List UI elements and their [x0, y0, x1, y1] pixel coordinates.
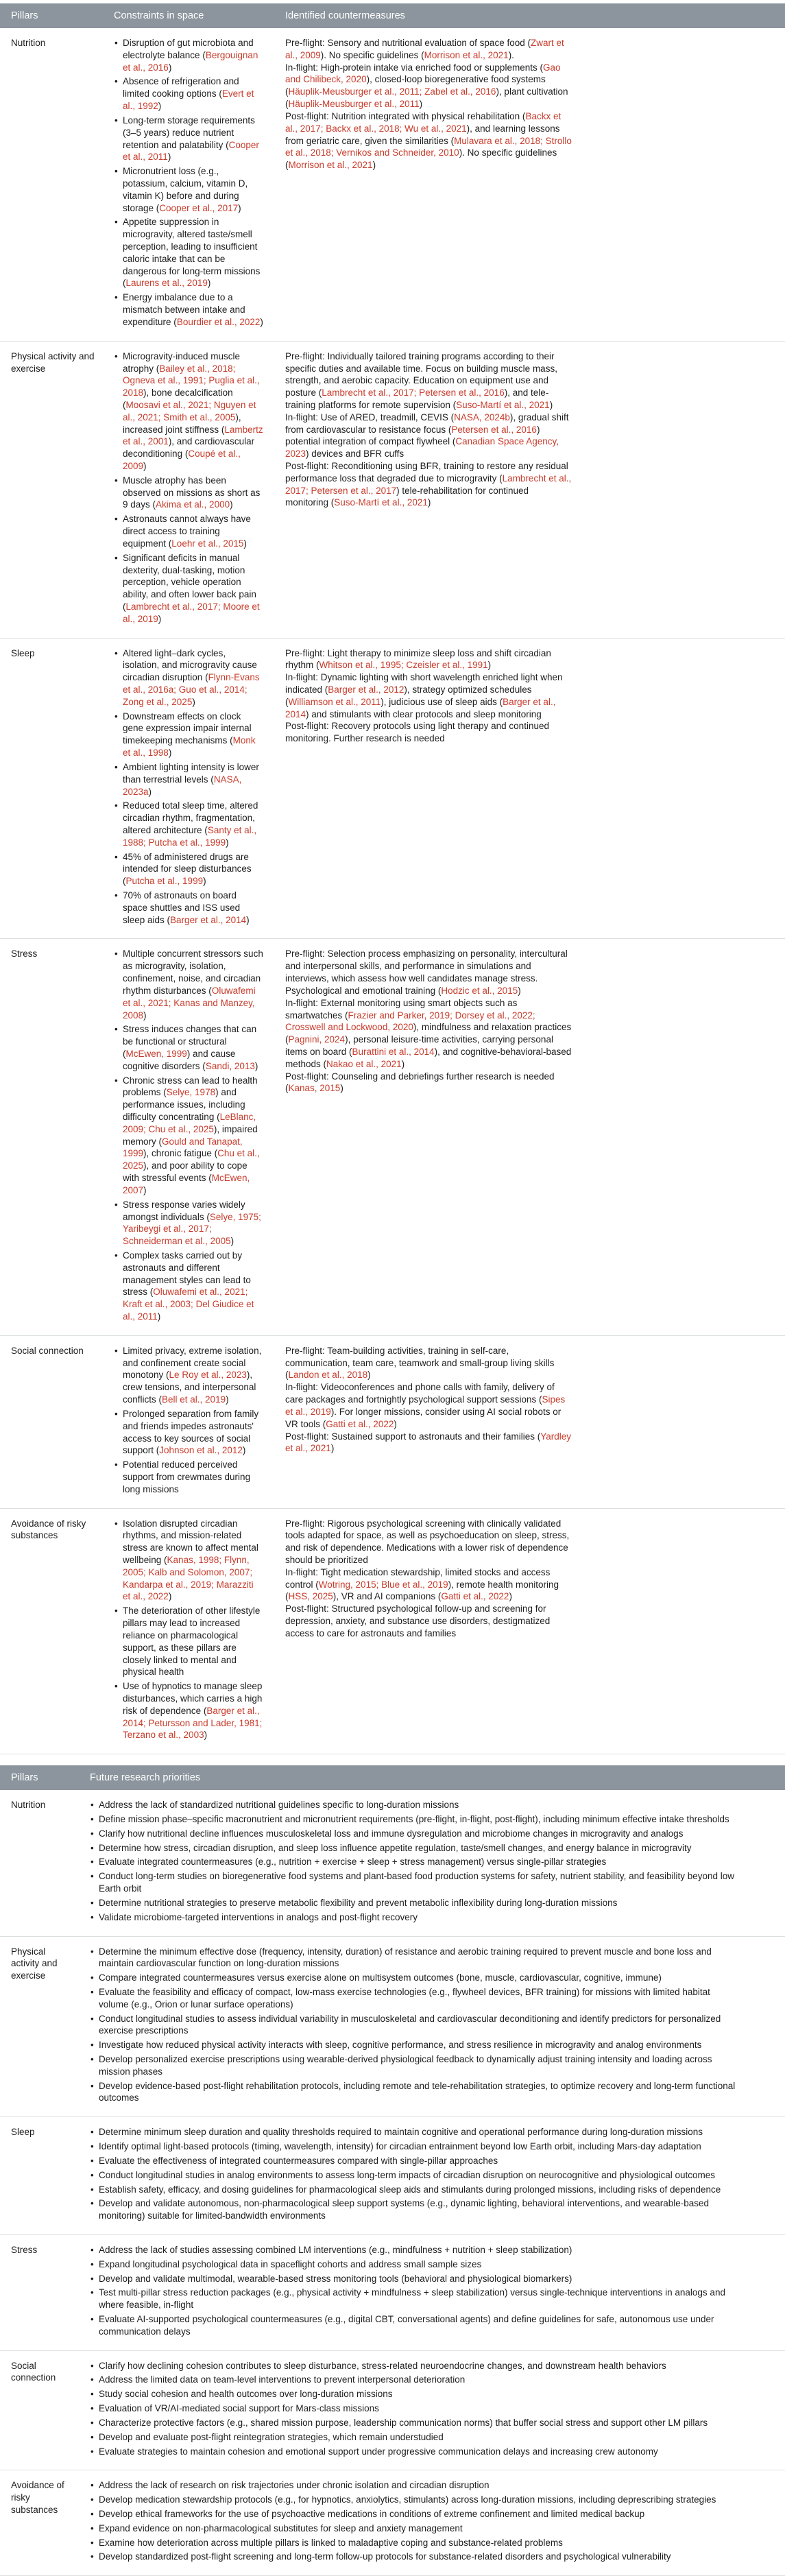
citation-link[interactable]: Gould and Tanapat, 1999 — [123, 1136, 243, 1159]
priorities-list — [90, 2360, 737, 2458]
citation-link[interactable]: Johnson et al., 2012 — [159, 1445, 243, 1456]
pillar-cell — [0, 2470, 79, 2576]
priority-item: • Identify optimal light-based protocols (timing, wavelength, intensity) for circadian entrainment beyond low Earth orbit, including Mars-day adaptation — [90, 2140, 737, 2153]
citation-link[interactable]: Monk et al., 1998 — [123, 735, 256, 759]
countermeasures-text — [285, 647, 573, 746]
column-header-priorities: Future research priorities — [79, 1765, 785, 1790]
constraint-item: • Multiple concurrent stressors such as microgravity, isolation, confinement, noise, and circadian rhythm disturbances (Oluwafemi et al., 2021; Kanas and Manzey, 2008) — [114, 948, 263, 1021]
citation-link[interactable]: Zwart et al., 2009 — [285, 38, 564, 60]
priority-item: • Address the limited data on team-level interventions to prevent interpersonal deterioration — [90, 2374, 737, 2386]
countermeasure-paragraph: Pre-flight: Sensory and nutritional evaluation of space food (Zwart et al., 2009). No specific guidelines (Morrison et al., 2021). — [285, 38, 564, 60]
constraint-item: • Chronic stress can lead to health problems (Selye, 1978) and performance issues, including difficulty concentrating (LeBlanc, 2009; Chu et al., 2025), impaired memory (Gould and Tanapat, 1999), chronic fatigue (Chu et al., 2025), and poor ability to cope with stressful events (McEwen, 2007) — [114, 1075, 263, 1197]
pillar-label: Nutrition — [11, 1800, 46, 1811]
priority-item: • Characterize protective factors (e.g., shared mission purpose, leadership communication norms) that buffer social stress and support other LM pillars — [90, 2417, 737, 2429]
citation-link[interactable]: Burattini et al., 2014 — [352, 1046, 435, 1057]
citation-link[interactable]: Nakao et al., 2021 — [326, 1058, 402, 1069]
citation-link[interactable]: Lambrecht et al., 2017; Moore et al., 2019 — [123, 601, 260, 624]
pillar-label: Avoidance of risky substances — [11, 1518, 86, 1541]
priority-item: • Clarify how declining cohesion contributes to sleep disturbance, stress-related neuroendocrine changes, and downstream health behaviors — [90, 2360, 737, 2372]
priority-item: • Develop medication stewardship protocols (e.g., for hypnotics, anxiolytics, stimulants) across long-duration missions, including deprescribing strategies — [90, 2494, 737, 2506]
constraints-list — [114, 948, 263, 1322]
citation-link[interactable]: Wotring, 2015; Blue et al., 2019 — [318, 1579, 448, 1590]
priorities-list — [90, 1799, 737, 1923]
countermeasure-paragraph: In-flight: Dynamic lighting with short wavelength enriched light when indicated (Barger et al., 2012), strategy optimized schedules (Williamson et al., 2011), judicious use of sleep aids (Barger et al., 2014) and stimulants with clear protocols and sleep monitoring — [285, 672, 563, 719]
phase-label: In-flight: — [285, 672, 319, 683]
pillar-label: Physical activity and exercise — [11, 350, 95, 374]
citation-link[interactable]: Oluwafemi et al., 2021; Kraft et al., 2003; Del Giudice et al., 2011 — [123, 1287, 254, 1322]
phase-label: Post-flight: — [285, 461, 329, 471]
constraints-cell — [103, 1335, 274, 1508]
pillar-label: Social connection — [11, 1345, 84, 1356]
priority-item: • Address the lack of studies assessing combined LM interventions (e.g., mindfulness + nutrition + sleep stabilization) — [90, 2244, 737, 2256]
pillar-cell — [0, 939, 103, 1335]
column-header-pillars: Pillars — [0, 1765, 79, 1790]
citation-link[interactable]: Williamson et al., 2011 — [288, 696, 381, 707]
pillar-cell — [0, 1335, 103, 1508]
phase-label: In-flight: — [285, 62, 319, 73]
phase-label: In-flight: — [285, 1382, 319, 1393]
priority-item: • Determine nutritional strategies to preserve metabolic flexibility and prevent metabolic inflexibility during long-duration missions — [90, 1897, 737, 1909]
future-research-table-row — [0, 2117, 785, 2235]
pillar-cell — [0, 28, 103, 341]
citation-link[interactable]: Kanas, 2015 — [288, 1083, 341, 1094]
pillar-cell — [0, 2350, 79, 2470]
priority-item: • Evaluate the effectiveness of integrated countermeasures compared with single-pillar approaches — [90, 2155, 737, 2167]
citation-link[interactable]: Whitson et al., 1995; Czeisler et al., 1991 — [319, 660, 488, 671]
constraints-cell — [103, 1508, 274, 1754]
countermeasure-paragraph: In-flight: Tight medication stewardship, limited stocks and access control (Wotring, 2015; Blue et al., 2019), remote health monitoring (HSS, 2025), VR and AI companions (Gatti et al., 2022) — [285, 1566, 559, 1602]
countermeasures-table-row — [0, 1508, 785, 1754]
countermeasure-paragraph: Pre-flight: Individually tailored training programs according to their specific duties and available time. Focus on building muscle mass, strength, and aerobic capacity. Education on equipment use and posture (Lambrecht et al., 2017; Petersen et al., 2016), and tele-training platforms for remote supervision (Suso-Martí et al., 2021) — [285, 350, 557, 410]
countermeasures-text — [285, 37, 573, 171]
countermeasures-text — [285, 1518, 573, 1640]
citation-link[interactable]: Morrison et al., 2021 — [288, 160, 373, 171]
priority-item: • Conduct longitudinal studies to assess individual variability in musculoskeletal and cardiovascular deconditioning and identify predictors for personalized exercise prescriptions — [90, 2013, 737, 2038]
citation-link[interactable]: Cooper et al., 2017 — [159, 202, 239, 213]
countermeasure-paragraph: Post-flight: Sustained support to astronauts and their families (Yardley et al., 2021) — [285, 1431, 571, 1454]
citation-link[interactable]: McEwen, 2007 — [123, 1173, 250, 1195]
citation-link[interactable]: Häuplik-Meusburger et al., 2011 — [288, 99, 420, 110]
citation-link[interactable]: Coupé et al., 2009 — [123, 449, 241, 471]
citation-link[interactable]: Chu et al., 2025 — [123, 1148, 260, 1171]
priority-item: • Evaluation of VR/AI-mediated social support for Mars-class missions — [90, 2402, 737, 2415]
future-research-table — [0, 1765, 785, 2576]
phase-label: Post-flight: — [285, 1071, 329, 1082]
priority-item: • Establish safety, efficacy, and dosing guidelines for pharmacological sleep aids and stimulants during prolonged missions, including risks of dependence — [90, 2184, 737, 2196]
phase-label: Post-flight: — [285, 1603, 329, 1614]
countermeasure-paragraph: In-flight: High-protein intake via enriched food or supplements (Gao and Chilibeck, 2020), closed-loop bioregenerative food systems (Häuplik-Meusburger et al., 2011; Zabel et al., 2016), plant cultivation (Häuplik-Meusburger et al., 2011) — [285, 62, 568, 110]
constraints-cell — [103, 939, 274, 1335]
citation-link[interactable]: Gatti et al., 2022 — [441, 1591, 509, 1602]
citation-link[interactable]: Selye, 1975; Yaribeygi et al., 2017; Schneiderman et al., 2005 — [123, 1211, 261, 1247]
priority-item: • Evaluate integrated countermeasures (e.g., nutrition + exercise + sleep + stress management) versus single-pillar strategies — [90, 1856, 737, 1868]
citation-link[interactable]: NASA, 2023a — [123, 774, 242, 797]
citation-link[interactable]: Kanas, 1998; Flynn, 2005; Kalb and Solomon, 2007; Kandarpa et al., 2019; Marazziti et al., 2022 — [123, 1555, 254, 1602]
priority-item: • Develop and validate multimodal, wearable-based stress monitoring tools (behavioral and physiological biomarkers) — [90, 2273, 737, 2285]
phase-label: Pre-flight: — [285, 350, 325, 361]
priority-item: • Evaluate the feasibility and efficacy of compact, low-mass exercise technologies (e.g., flywheel devices, BFR training) for missions with limited habitat volume (e.g., Orion or lunar surface operations) — [90, 1986, 737, 2011]
countermeasures-table-row — [0, 28, 785, 341]
citation-link[interactable]: Canadian Space Agency, 2023 — [285, 436, 559, 460]
countermeasure-paragraph: Post-flight: Reconditioning using BFR, training to restore any residual performance loss that degraded due to microgravity (Lambrecht et al., 2017; Petersen et al., 2017) tele-rehabilitation for continued monitoring (Suso-Martí et al., 2021) — [285, 461, 572, 508]
pillar-cell — [0, 1936, 79, 2117]
citation-link[interactable]: Hodzic et al., 2015 — [441, 985, 518, 996]
priority-item: • Study social cohesion and health outcomes over long-duration missions — [90, 2388, 737, 2400]
priority-item: • Develop and evaluate post-flight reintegration strategies, which remain understudied — [90, 2431, 737, 2444]
countermeasures-cell — [274, 28, 785, 341]
countermeasures-text — [285, 350, 573, 510]
constraint-item: • Significant deficits in manual dexterity, dual-tasking, motion perception, vehicle operation ability, and often lower back pain (Lambrecht et al., 2017; Moore et al., 2019) — [114, 552, 263, 625]
future-research-table-row — [0, 2234, 785, 2350]
constraint-item: • Appetite suppression in microgravity, altered taste/smell perception, leading to insufficient caloric intake that can be dangerous for long-term missions (Laurens et al., 2019) — [114, 216, 263, 289]
priority-item: • Determine minimum sleep duration and quality thresholds required to maintain cognitive and operational performance during long-duration missions — [90, 2126, 737, 2138]
pillar-cell — [0, 638, 103, 939]
priority-item: • Evaluate strategies to maintain cohesion and emotional support under progressive communication delays and increasing crew autonomy — [90, 2446, 737, 2458]
citation-link[interactable]: Akima et al., 2000 — [156, 499, 230, 510]
citation-link[interactable]: Mulavara et al., 2018; Strollo et al., 2018; Vernikos and Schneider, 2010 — [285, 135, 572, 158]
countermeasure-paragraph: Pre-flight: Light therapy to minimize sleep loss and shift circadian rhythm (Whitson et al., 1995; Czeisler et al., 1991) — [285, 647, 551, 671]
citation-link[interactable]: Gatti et al., 2022 — [326, 1418, 394, 1429]
pillar-label: Stress — [11, 949, 38, 959]
pillar-cell — [0, 341, 103, 638]
countermeasures-table-row — [0, 1335, 785, 1508]
phase-label: In-flight: — [285, 412, 319, 422]
future-research-table-row — [0, 1936, 785, 2117]
future-research-table-row — [0, 2470, 785, 2576]
countermeasure-paragraph: Pre-flight: Selection process emphasizing on personality, intercultural and interpersonal skills, and performance in simulations and interviews, which assess how well candidates manage stress. Psychological and emotional training (Hodzic et al., 2015) — [285, 949, 568, 996]
countermeasure-paragraph: In-flight: Videoconferences and phone calls with family, delivery of care packages and fortnightly psychological support sessions (Sipes et al., 2019). For longer missions, consider using AI social robots or VR tools (Gatti et al., 2022) — [285, 1382, 566, 1429]
constraint-item: • Use of hypnotics to manage sleep disturbances, which carries a high risk of dependence (Barger et al., 2014; Petursson and Lader, 1981; Terzano et al., 2003) — [114, 1680, 263, 1741]
table-header-row — [0, 1765, 785, 1790]
priorities-cell — [79, 1936, 785, 2117]
citation-link[interactable]: Backx et al., 2017; Backx et al., 2018; Wu et al., 2021 — [285, 110, 561, 134]
citation-link[interactable]: Landon et al., 2018 — [288, 1370, 368, 1381]
priority-item: • Validate microbiome-targeted interventions in analogs and post-flight recovery — [90, 1911, 737, 1924]
citation-link[interactable]: Suso-Martí et al., 2021 — [456, 399, 550, 410]
priority-item: • Address the lack of standardized nutritional guidelines specific to long-duration missions — [90, 1799, 737, 1811]
pillar-label: Sleep — [11, 2127, 35, 2138]
constraint-item: • 70% of astronauts on board space shuttles and ISS used sleep aids (Barger et al., 2014) — [114, 890, 263, 926]
citation-link[interactable]: Sandi, 2013 — [205, 1060, 255, 1071]
constraints-list — [114, 647, 263, 927]
future-research-table-row — [0, 2350, 785, 2470]
priority-item: • Expand evidence on non-pharmacological substitutes for sleep and anxiety management — [90, 2523, 737, 2535]
citation-link[interactable]: NASA, 2024b — [454, 412, 510, 422]
priority-item: • Address the lack of research on risk trajectories under chronic isolation and circadian disruption — [90, 2479, 737, 2492]
priority-item: • Expand longitudinal psychological data in spaceflight cohorts and address small sample sizes — [90, 2258, 737, 2271]
phase-label: Pre-flight: — [285, 1345, 325, 1356]
constraint-item: • Stress response varies widely amongst individuals (Selye, 1975; Yaribeygi et al., 2017; Schneiderman et al., 2005) — [114, 1199, 263, 1248]
citation-link[interactable]: Lambrecht et al., 2017; Petersen et al., 2017 — [285, 473, 572, 496]
citation-link[interactable]: Lambertz et al., 2001 — [123, 424, 263, 447]
priorities-cell — [79, 1790, 785, 1936]
countermeasures-cell — [274, 638, 785, 939]
constraints-list — [114, 1518, 263, 1742]
countermeasures-text — [285, 1345, 573, 1455]
citation-link[interactable]: Laurens et al., 2019 — [125, 278, 208, 289]
countermeasures-table-row — [0, 939, 785, 1335]
citation-link[interactable]: Bell et al., 2019 — [162, 1394, 226, 1405]
countermeasure-paragraph: Post-flight: Counseling and debriefings further research is needed (Kanas, 2015) — [285, 1071, 555, 1094]
future-research-table-row — [0, 1790, 785, 1936]
citation-link[interactable]: LeBlanc, 2009; Chu et al., 2025 — [123, 1112, 256, 1134]
column-header-countermeasures: Identified countermeasures — [274, 3, 785, 28]
constraint-item: • Altered light–dark cycles, isolation, and microgravity cause circadian disruption (Flynn-Evans et al., 2016a; Guo et al., 2014; Zong et al., 2025) — [114, 647, 263, 708]
constraints-countermeasures-table — [0, 3, 785, 1754]
priority-item: • Develop standardized post-flight screening and long-term follow-up protocols for substance-related disorders and psychological vulnerability — [90, 2551, 737, 2563]
countermeasures-cell — [274, 939, 785, 1335]
countermeasure-paragraph: Post-flight: Recovery protocols using light therapy and continued monitoring. Further research is needed — [285, 721, 549, 744]
citation-link[interactable]: Lambrecht et al., 2017; Petersen et al., 2016 — [322, 387, 505, 398]
priority-item: • Evaluate AI-supported psychological countermeasures (e.g., digital CBT, conversational agents) and define guidelines for safe, autonomous use under communication delays — [90, 2313, 737, 2338]
countermeasure-paragraph: In-flight: External monitoring using smart objects such as smartwatches (Frazier and Parker, 2019; Dorsey et al., 2022; Crosswell and Lockwood, 2020), mindfulness and relaxation practices (Pagnini, 2024), personal leisure-time activities, carrying personal items on board (Burattini et al., 2014), and cognitive-behavioral-based methods (Nakao et al., 2021) — [285, 997, 572, 1069]
phase-label: Post-flight: — [285, 1431, 329, 1442]
priorities-cell — [79, 2117, 785, 2235]
priority-item: • Develop personalized exercise prescriptions using wearable-derived physiological feedback to dynamically adjust training intensity and loading across mission phases — [90, 2053, 737, 2078]
constraints-list — [114, 37, 263, 329]
countermeasure-paragraph: Pre-flight: Team-building activities, training in self-care, communication, team care, teamwork and small-group living skills (Landon et al., 2018) — [285, 1345, 555, 1381]
citation-link[interactable]: Bergouignan et al., 2016 — [123, 49, 258, 73]
priority-item: • Develop ethical frameworks for the use of psychoactive medications in conditions of extreme confinement and limited medical backup — [90, 2508, 737, 2520]
citation-link[interactable]: Oluwafemi et al., 2021; Kanas and Manzey, 2008 — [123, 985, 256, 1021]
pillar-cell — [0, 2234, 79, 2350]
phase-label: Pre-flight: — [285, 949, 325, 959]
citation-link[interactable]: Putcha et al., 1999 — [125, 876, 204, 887]
phase-label: In-flight: — [285, 997, 319, 1008]
priorities-list — [90, 2479, 737, 2563]
constraints-cell — [103, 28, 274, 341]
priorities-list — [90, 2244, 737, 2338]
citation-link[interactable]: McEwen, 1999 — [125, 1048, 187, 1059]
citation-link[interactable]: Bailey et al., 2018; Ogneva et al., 1991; Puglia et al., 2018 — [123, 363, 260, 398]
citation-link[interactable]: Häuplik-Meusburger et al., 2011; Zabel et al., 2016 — [288, 86, 496, 97]
column-header-constraints: Constraints in space — [103, 3, 274, 28]
constraint-item: • Complex tasks carried out by astronauts and different management styles can lead to stress (Oluwafemi et al., 2021; Kraft et al., 2003; Del Giudice et al., 2011) — [114, 1250, 263, 1323]
constraint-item: • Astronauts cannot always have direct access to training equipment (Loehr et al., 2015) — [114, 513, 263, 549]
priority-item: • Compare integrated countermeasures versus exercise alone on multisystem outcomes (bone, muscle, cardiovascular, cognitive, immune) — [90, 1972, 737, 1984]
pillar-cell — [0, 2117, 79, 2235]
priority-item: • Define mission phase–specific macronutrient and micronutrient requirements (pre-flight, in-flight, post-flight), including minimum effective intake thresholds — [90, 1813, 737, 1826]
constraint-item: • Disruption of gut microbiota and electrolyte balance (Bergouignan et al., 2016) — [114, 37, 263, 73]
countermeasure-paragraph: Pre-flight: Rigorous psychological screening with clinically validated tools adapted for space, as well as psychoeducation on sleep, stress, and risk of dependence. Medications with a lower risk of dependence should be prioritized — [285, 1518, 570, 1565]
countermeasures-cell — [274, 341, 785, 638]
citation-link[interactable]: Evert et al., 1992 — [123, 88, 254, 112]
phase-label: Pre-flight: — [285, 38, 325, 48]
priorities-list — [90, 1946, 737, 2105]
phase-label: In-flight: — [285, 1566, 319, 1577]
column-header-pillars: Pillars — [0, 3, 103, 28]
constraint-item: • Energy imbalance due to a mismatch between intake and expenditure (Bourdier et al., 2022) — [114, 291, 263, 328]
priorities-cell — [79, 2470, 785, 2576]
citation-link[interactable]: Selye, 1978 — [166, 1087, 216, 1098]
priority-item: • Determine the minimum effective dose (frequency, intensity, duration) of resistance and aerobic training required to prevent muscle and bone loss and maintain cardiovascular function on long-duration missions — [90, 1946, 737, 1970]
constraint-item: • Microgravity-induced muscle atrophy (Bailey et al., 2018; Ogneva et al., 1991; Puglia et al., 2018), bone decalcification (Moosavi et al., 2021; Nguyen et al., 2021; Smith et al., 2005), increased joint stiffness (Lambertz et al., 2001), and cardiovascular deconditioning (Coupé et al., 2009) — [114, 350, 263, 473]
citation-link[interactable]: Bourdier et al., 2022 — [176, 316, 261, 327]
constraints-cell — [103, 638, 274, 939]
citation-link[interactable]: Flynn-Evans et al., 2016a; Guo et al., 2014; Zong et al., 2025 — [123, 672, 260, 707]
priorities-list — [90, 2126, 737, 2222]
citation-link[interactable]: Petersen et al., 2016 — [451, 424, 537, 435]
constraint-item: • Reduced total sleep time, altered circadian rhythm, fragmentation, altered architecture (Santy et al., 1988; Putcha et al., 1999) — [114, 800, 263, 848]
countermeasures-table-row — [0, 638, 785, 939]
citation-link[interactable]: Moosavi et al., 2021; Nguyen et al., 2021; Smith et al., 2005 — [123, 399, 256, 422]
phase-label: Pre-flight: — [285, 1518, 325, 1529]
countermeasures-text — [285, 948, 573, 1095]
citation-link[interactable]: Barger et al., 2014 — [285, 696, 556, 719]
constraint-item: • Muscle atrophy has been observed on missions as short as 9 days (Akima et al., 2000) — [114, 475, 263, 511]
pillar-cell — [0, 1790, 79, 1936]
table-header-row — [0, 3, 785, 28]
constraint-item: • Absence of refrigeration and limited cooking options (Evert et al., 1992) — [114, 75, 263, 112]
priorities-cell — [79, 2350, 785, 2470]
priority-item: • Examine how deterioration across multiple pillars is linked to maladaptive coping and substance-related problems — [90, 2537, 737, 2549]
priority-item: • Investigate how reduced physical activity interacts with sleep, cognitive performance, and stress resilience in microgravity and analog environments — [90, 2039, 737, 2051]
priority-item: • Conduct long-term studies on bioregenerative food systems and plant-based food production systems for safety, nutrient stability, and feasibility beyond low Earth orbit — [90, 1870, 737, 1895]
constraint-item: • Long-term storage requirements (3–5 years) reduce nutrient retention and palatability (Cooper et al., 2011) — [114, 115, 263, 163]
constraint-item: • Downstream effects on clock gene expression impair internal timekeeping mechanisms (Monk et al., 1998) — [114, 711, 263, 759]
constraint-item: • Stress induces changes that can be functional or structural (McEwen, 1999) and cause cognitive disorders (Sandi, 2013) — [114, 1023, 263, 1072]
constraint-item: • Limited privacy, extreme isolation, and confinement create social monotony (Le Roy et al., 2023), crew tensions, and interpersonal conflicts (Bell et al., 2019) — [114, 1345, 263, 1406]
citation-link[interactable]: Frazier and Parker, 2019; Dorsey et al., 2022; Crosswell and Lockwood, 2020 — [285, 1010, 535, 1033]
citation-link[interactable]: Barger et al., 2014 — [170, 914, 247, 925]
priority-item: • Conduct longitudinal studies in analog environments to assess long-term impacts of circadian disruption on neurocognitive and physiological outcomes — [90, 2169, 737, 2182]
citation-link[interactable]: Loehr et al., 2015 — [171, 538, 244, 549]
citation-link[interactable]: Sipes et al., 2019 — [285, 1394, 566, 1417]
countermeasures-cell — [274, 1508, 785, 1754]
constraint-item: • Micronutrient loss (e.g., potassium, calcium, vitamin D, vitamin K) before and during storage (Cooper et al., 2017) — [114, 165, 263, 214]
table-separator — [0, 1754, 785, 1765]
pillar-label: Avoidance of risky substances — [11, 2480, 64, 2515]
countermeasure-paragraph: In-flight: Use of ARED, treadmill, CEVIS (NASA, 2024b), gradual shift from cardiovascular to resistance focus (Petersen et al., 2016) potential integration of compact flywheel (Canadian Space Agency, 2023) devices and BFR cuffs — [285, 412, 569, 460]
pillar-label: Social connection — [11, 2360, 56, 2383]
citation-link[interactable]: Pagnini, 2024 — [288, 1034, 346, 1045]
constraints-list — [114, 350, 263, 625]
countermeasures-table-row — [0, 341, 785, 638]
citation-link[interactable]: Suso-Martí et al., 2021 — [334, 497, 428, 508]
phase-label: Post-flight: — [285, 721, 329, 732]
citation-link[interactable]: Yardley et al., 2021 — [285, 1431, 571, 1454]
pillar-label: Nutrition — [11, 38, 46, 48]
citation-link[interactable]: Morrison et al., 2021 — [424, 49, 509, 60]
citation-link[interactable]: Santy et al., 1988; Putcha et al., 1999 — [123, 824, 257, 848]
constraints-cell — [103, 341, 274, 638]
priorities-cell — [79, 2234, 785, 2350]
phase-label: Pre-flight: — [285, 647, 325, 658]
citation-link[interactable]: Barger et al., 2014; Petursson and Lader, 1981; Terzano et al., 2003 — [123, 1705, 263, 1741]
constraints-list — [114, 1345, 263, 1496]
constraint-item: • 45% of administered drugs are intended for sleep disturbances (Putcha et al., 1999) — [114, 851, 263, 887]
priority-item: • Develop evidence-based post-flight rehabilitation protocols, including remote and tele-rehabilitation strategies, to optimize recovery and long-term functional outcomes — [90, 2080, 737, 2105]
countermeasure-paragraph: Post-flight: Nutrition integrated with physical rehabilitation (Backx et al., 2017; Backx et al., 2018; Wu et al., 2021), and learning lessons from geriatric care, given the similarities (Mulavara et al., 2018; Strollo et al., 2018; Vernikos and Schneider, 2010). No specific guidelines (Morrison et al., 2021) — [285, 110, 572, 171]
phase-label: Post-flight: — [285, 110, 329, 121]
constraint-item: • Potential reduced perceived support from crewmates during long missions — [114, 1459, 263, 1495]
countermeasure-paragraph: Post-flight: Structured psychological follow-up and screening for depression, anxiety, and substance use disorders, destigmatized access to care for astronauts and families — [285, 1603, 551, 1638]
constraint-item: • The deterioration of other lifestyle pillars may lead to increased reliance on pharmacological support, as these pillars are closely linked to mental and physical health — [114, 1605, 263, 1678]
priority-item: • Test multi-pillar stress reduction packages (e.g., physical activity + mindfulness + sleep stabilization) versus single-technique interventions in analogs and where feasible, in-flight — [90, 2287, 737, 2311]
citation-link[interactable]: Gao and Chilibeck, 2020 — [285, 62, 561, 85]
citation-link[interactable]: Cooper et al., 2011 — [123, 139, 259, 163]
constraint-item: • Prolonged separation from family and friends impedes astronauts' access to key sources of social support (Johnson et al., 2012) — [114, 1408, 263, 1457]
pillar-label: Sleep — [11, 647, 35, 658]
constraint-item: • Isolation disrupted circadian rhythms, and mission-related stress are known to affect mental wellbeing (Kanas, 1998; Flynn, 2005; Kalb and Solomon, 2007; Kandarpa et al., 2019; Marazziti et al., 2022) — [114, 1518, 263, 1603]
constraint-item: • Ambient lighting intensity is lower than terrestrial levels (NASA, 2023a) — [114, 761, 263, 798]
countermeasures-cell — [274, 1335, 785, 1508]
priority-item: • Develop and validate autonomous, non-pharmacological sleep support systems (e.g., dynamic lighting, behavioral interventions, and wearable-based monitoring) suitable for limited-bandwidth environments — [90, 2197, 737, 2222]
pillar-cell — [0, 1508, 103, 1754]
citation-link[interactable]: Barger et al., 2012 — [328, 684, 404, 695]
citation-link[interactable]: HSS, 2025 — [288, 1591, 333, 1602]
pillar-label: Stress — [11, 2244, 38, 2255]
citation-link[interactable]: Le Roy et al., 2023 — [169, 1370, 247, 1381]
priority-item: • Determine how stress, circadian disruption, and sleep loss influence appetite regulation, taste/smell changes, and energy balance in microgravity — [90, 1842, 737, 1855]
pillar-label: Physical activity and exercise — [11, 1946, 58, 1981]
priority-item: • Clarify how nutritional decline influences musculoskeletal loss and immune dysregulation and microbiome changes in microgravity and analogs — [90, 1828, 737, 1840]
